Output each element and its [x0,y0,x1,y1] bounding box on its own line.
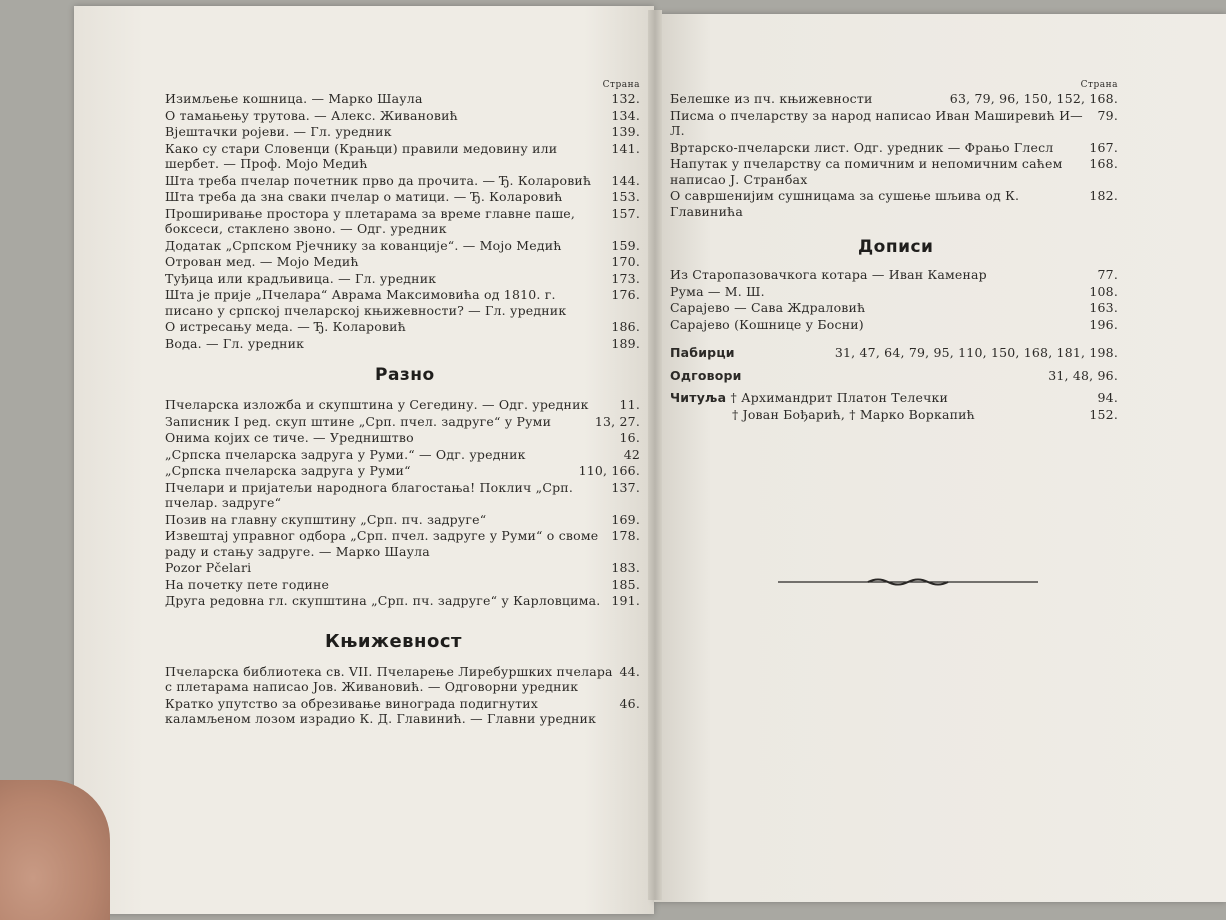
book-spine [648,10,662,900]
toc-entry-title: Шта треба пчелар почетник прво да прочита. — Ђ. Коларовић [165,172,592,188]
toc-entry-title: Извештај управног одбора „Срп. пчел. задруге у Руми“ о своме раду и стању задруге. — Марко Шаула [165,528,599,559]
toc-entry-page: 44. [619,663,640,679]
toc-entry-page: 186. [611,319,640,334]
toc-entry-title: Кратко упутство за обрезивање винограда подигнутих каламљеном лозом израдио К. Д. Главинић. — Главни уредник [165,695,597,726]
toc-entry [670,267,1118,283]
toc-entry [165,238,640,254]
citulja-page-2: 152. [1089,406,1118,422]
toc-entry [165,577,640,593]
toc-entry-page: 144. [611,172,640,188]
toc-entry [670,188,1118,219]
toc-entry [165,560,640,576]
strana-header: Страна [602,80,640,90]
toc-entry-title: Pozor Pčelari [165,560,252,575]
toc-entry-page: 141. [611,140,640,156]
toc-entry-page: 182. [1089,188,1118,203]
toc-entry-title: „Српска пчеларска задруга у Руми“ [165,463,411,478]
toc-entry-page: 77. [1097,267,1118,282]
citulja-row-1 [670,390,1118,406]
toc-entry-title: Додатак „Српском Рјечнику за кованције“. — Мојо Медић [165,237,562,253]
toc-entry-page: 189. [611,335,640,351]
toc-entry [165,271,640,287]
toc-entry [165,91,640,107]
toc-entry-page: 79. [1097,107,1118,123]
toc-entry-title: Писма о пчеларству за народ написао Иван Маширевић И—Л. [670,107,1083,138]
toc-entry-page: 63, 79, 96, 150, 152, 168. [949,91,1118,106]
toc-entry [165,319,640,335]
toc-entry [165,206,640,237]
toc-entry-page: 110, 166. [578,463,640,478]
toc-entry-page: 178. [611,528,640,543]
toc-entry-page: 13, 27. [594,413,640,429]
citulja-line-1: † Архимандрит Платон Телечки [730,390,949,405]
toc-entry [165,336,640,352]
toc-entry-title: Шта треба да зна сваки пчелар о матици. — Ђ. Коларовић [165,189,563,204]
toc-entry [670,108,1118,139]
toc-entry-page: 185. [611,576,640,592]
toc-entry-title: Друга редовна гл. скупштина „Срп. пч. задруге“ у Карловцима. [165,593,601,608]
toc-entry [165,287,640,318]
toc-entry-title: Шта је прије „Пчелара“ Аврама Максимовића од 1810. г. писано у српској пчеларској књижевности? — Гл. уредник [165,287,567,318]
toc-entry-title: О тамањењу трутова. — Алекс. Живановић [165,107,458,123]
toc-entry [165,430,640,446]
strana-header: Страна [1080,80,1118,90]
toc-entry [165,254,640,270]
toc-entry [670,300,1118,316]
toc-entry [165,124,640,140]
toc-entry-page: 167. [1089,139,1118,155]
pabirci-label: Пабирци [670,345,735,360]
toc-entry-title: Вода. — Гл. уредник [165,335,305,351]
citulja-line-2: † Јован Бођарић, † Марко Воркапић [732,406,975,422]
toc-entry-title: Белешке из пч. књижевности [670,91,873,106]
pabirci-row [670,345,1118,361]
toc-entry-title: Проширивање простора у плетарама за време главне паше, боксеси, стаклено звоно. — Одг. уредник [165,205,576,236]
toc-entry-page: 42 [623,446,640,462]
toc-entry [165,528,640,559]
pabirci-pages: 31, 47, 64, 79, 95, 110, 150, 168, 181, 198. [834,345,1118,360]
toc-entry-page: 16. [619,430,640,445]
toc-entry [165,480,640,511]
toc-entry-page: 173. [611,270,640,286]
odgovori-label: Одговори [670,367,742,383]
hand-thumb [0,780,110,920]
toc-entry-page: 191. [611,593,640,608]
toc-entry-title: Изимљење кошница. — Марко Шаула [165,91,423,106]
toc-entry-title: Рума — М. Ш. [670,283,765,299]
toc-entry-title: Из Старопазовачкога котара — Иван Каменар [670,267,987,282]
toc-entry [165,414,640,430]
citulja-row-2 [670,407,1118,423]
toc-entry-page: 196. [1089,316,1118,332]
toc-entry [165,696,640,727]
toc-entry-page: 170. [611,254,640,269]
left-top-entries [165,91,640,351]
left-column [165,80,640,728]
toc-entry-title: Вртарско-пчеларски лист. Одг. уредник — Фрањо Глесл [670,139,1054,155]
toc-entry [165,447,640,463]
odgovori-pages: 31, 48, 96. [1048,367,1118,383]
toc-entry-title: Вјештачки ројеви. — Гл. уредник [165,124,392,139]
toc-entry-title: Сарајево — Сава Ждраловић [670,300,866,315]
section-title-razno: Разно [375,365,435,385]
toc-entry-title: Отрован мед. — Мојо Медић [165,254,359,269]
toc-entry-title: О истресању меда. — Ђ. Коларовић [165,319,406,334]
knjizevnost-entries [165,664,640,727]
toc-entry [670,91,1118,107]
ornament-divider [778,576,1038,588]
toc-entry-page: 137. [611,479,640,495]
toc-entry [670,284,1118,300]
toc-entry-page: 163. [1089,300,1118,315]
toc-entry [670,317,1118,333]
toc-entry [165,463,640,479]
toc-entry [165,593,640,609]
toc-entry-title: Туђица или крадљивица. — Гл. уредник [165,270,437,286]
toc-entry [165,664,640,695]
toc-entry-page: 132. [611,91,640,106]
section-title-dopisi: Дописи [858,237,934,257]
toc-entry-title: Напутак у пчеларству са помичним и непомичним саћем написао Ј. Странбах [670,156,1063,187]
toc-entry [165,108,640,124]
toc-entry-title: Позив на главну скупштину „Срп. пч. задруге“ [165,511,487,527]
toc-entry-page: 153. [611,189,640,204]
toc-entry-title: На почетку пете године [165,576,330,592]
toc-entry-page: 157. [611,205,640,221]
razno-entries [165,397,640,609]
toc-entry-page: 159. [611,237,640,253]
dopisi-entries [670,267,1118,332]
toc-entry-title: Онима којих се тиче. — Уредништво [165,430,414,445]
toc-entry [165,512,640,528]
toc-entry-page: 46. [619,695,640,711]
toc-entry-title: Записник I ред. скуп штине „Срп. пчел. задруге“ у Руми [165,413,552,429]
section-title-knjizevnost: Књижевност [325,630,462,652]
toc-entry [165,397,640,413]
toc-entry-page: 108. [1089,283,1118,299]
toc-entry [165,141,640,172]
odgovori-row [670,368,1118,384]
toc-entry-page: 176. [611,287,640,302]
toc-entry [670,140,1118,156]
toc-entry [165,173,640,189]
toc-entry-title: О савршенијим сушницама за сушење шљива од К. Главинића [670,188,1020,219]
citulja-page-1: 94. [1097,390,1118,405]
toc-entry-page: 169. [611,511,640,527]
toc-entry-page: 168. [1089,156,1118,171]
toc-entry-title: Како су стари Словенци (Крањци) правили медовину или шербет. — Проф. Мојо Медић [165,140,558,171]
toc-entry-title: Сарајево (Кошнице у Босни) [670,316,864,332]
right-top-entries [670,91,1118,219]
right-column [670,80,1118,423]
toc-entry-title: Пчеларска изложба и скупштина у Сегедину. — Одг. уредник [165,397,589,412]
toc-entry-page: 11. [619,397,640,412]
toc-entry [165,189,640,205]
toc-entry-page: 134. [611,107,640,123]
toc-entry-title: „Српска пчеларска задруга у Руми.“ — Одг. уредник [165,446,526,462]
toc-entry-title: Пчеларска библиотека св. VII. Пчеларење Лиребуршких пчелара с плетарама написао Јов. Живановић. — Одговорни уредник [165,663,613,694]
toc-entry-page: 139. [611,124,640,139]
toc-entry [670,156,1118,187]
toc-entry-title: Пчелари и пријатељи народнога благостања! Поклич „Срп. пчелар. задруге“ [165,479,574,510]
toc-entry-page: 183. [611,560,640,575]
citulja-label: Читуља [670,390,727,405]
